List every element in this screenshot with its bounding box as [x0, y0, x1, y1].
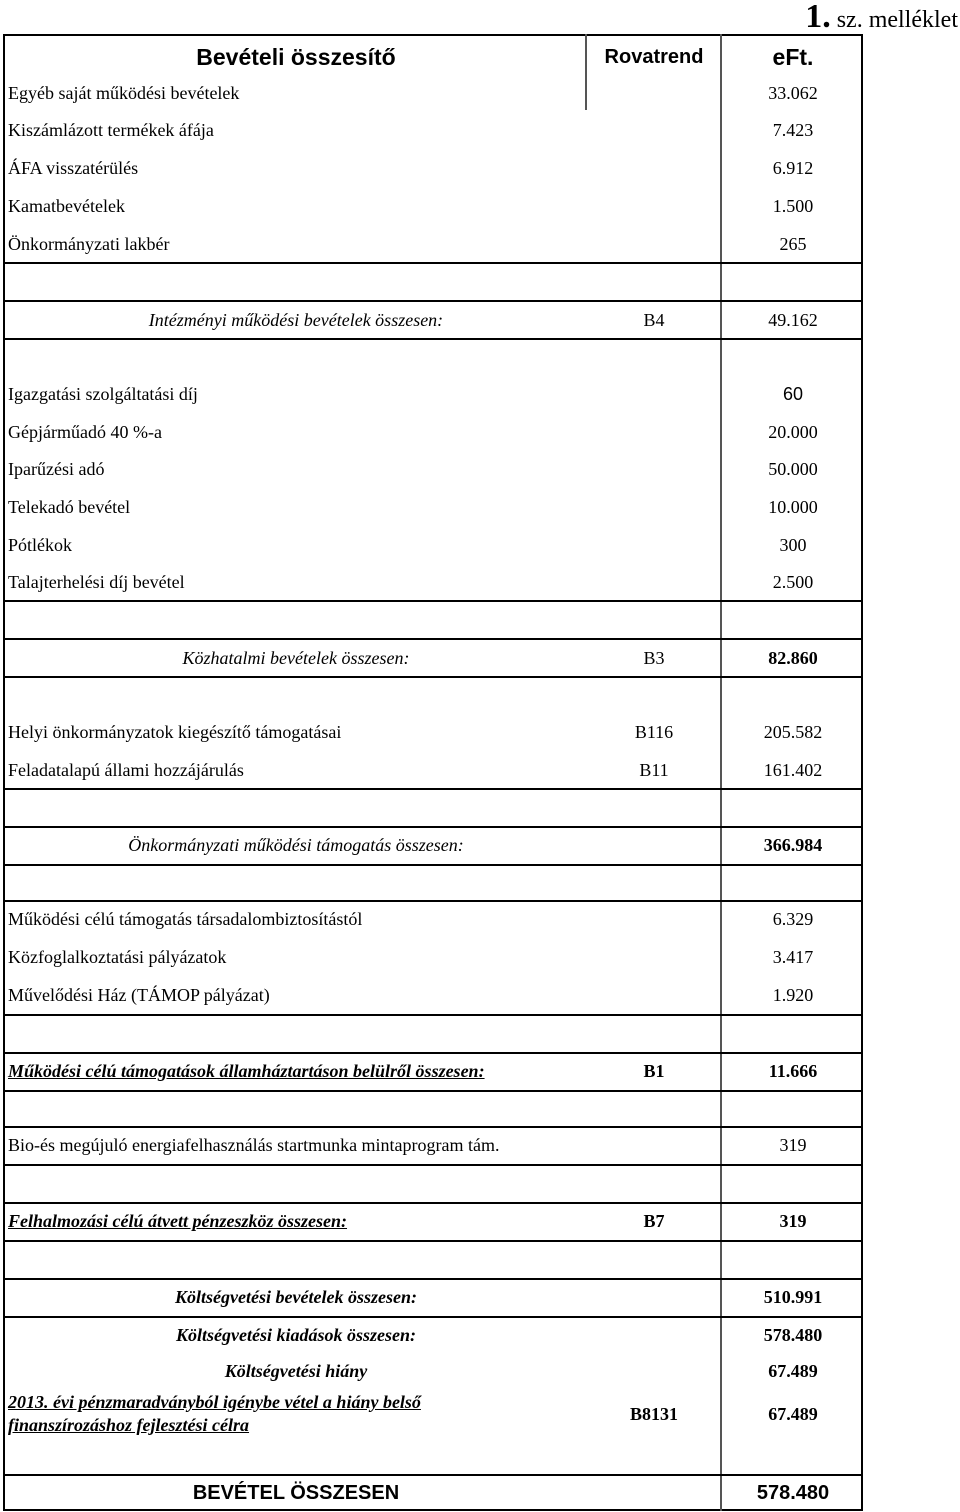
subtotal-code: B7: [643, 1210, 665, 1231]
row-label: Működési célú támogatás társadalombiztosítástól: [8, 908, 363, 929]
grand-total-row: [3, 1476, 863, 1511]
row-label: Egyéb saját működési bevételek: [8, 82, 240, 103]
row-value: 6.912: [772, 157, 814, 178]
table-row: [3, 450, 863, 488]
table-row: [3, 713, 863, 751]
row-value: 20.000: [768, 421, 818, 442]
row-value: 1.920: [772, 984, 814, 1005]
row-separator: [3, 1164, 863, 1166]
subtotal-code: B1: [643, 1060, 665, 1081]
row-label: Pótlékok: [8, 534, 73, 555]
row-label: Bio-és megújuló energiafelhasználás startmunka mintaprogram tám.: [8, 1134, 500, 1155]
summary-income-label: Költségvetési bevételek összesen:: [175, 1286, 417, 1307]
table-row: [3, 488, 863, 526]
row-label: Helyi önkormányzatok kiegészítő támogatásai: [8, 721, 342, 742]
table-row: [3, 149, 863, 187]
row-separator: [3, 1014, 863, 1016]
row-separator: [3, 1090, 863, 1092]
subtotal-row: [3, 1202, 863, 1240]
summary-row: [3, 1352, 863, 1390]
row-label: ÁFA visszatérülés: [8, 157, 139, 178]
table-title: Bevételi összesítő: [196, 43, 396, 70]
table-row: [3, 751, 863, 789]
row-label: Talajterhelési díj bevétel: [8, 571, 185, 592]
summary-expense-value: 578.480: [763, 1324, 823, 1345]
summary-residue-value: 67.489: [768, 1403, 818, 1424]
annex-text: sz. melléklet: [836, 7, 958, 33]
row-label: Önkormányzati lakbér: [8, 233, 170, 254]
subtotal-value: 49.162: [768, 309, 818, 330]
summary-deficit-label: Költségvetési hiány: [224, 1360, 368, 1381]
annex-label: [805, 0, 958, 37]
table-row: [3, 1126, 863, 1164]
subtotal-label: Önkormányzati működési támogatás összesen:: [128, 834, 464, 855]
row-value: 161.402: [763, 759, 823, 780]
row-value: 33.062: [768, 82, 818, 103]
code-column-header: Rovatrend: [604, 45, 704, 68]
row-value: 3.417: [772, 946, 814, 967]
subtotal-row: [3, 301, 863, 339]
row-label: Feladatalapú állami hozzájárulás: [8, 759, 244, 780]
subtotal-value: 366.984: [763, 834, 823, 855]
row-separator: [3, 864, 863, 866]
row-label: Gépjárműadó 40 %-a: [8, 421, 162, 442]
row-value: 2.500: [772, 571, 814, 592]
subtotal-label: Felhalmozási célú átvett pénzeszköz összesen:: [8, 1210, 348, 1231]
grand-total-label: BEVÉTEL ÖSSZESEN: [192, 1482, 400, 1504]
unit-column-header: eFt.: [772, 43, 814, 70]
summary-residue-label: 2013. évi pénzmaradványból igénybe vétel a hiány belső finanszírozáshoz fejlesztési célra: [8, 1392, 421, 1435]
table-row: [3, 900, 863, 938]
table-row: [3, 563, 863, 601]
row-value: 60: [782, 383, 804, 404]
row-separator: [3, 1240, 863, 1242]
row-label: Közfoglalkoztatási pályázatok: [8, 946, 227, 967]
summary-residue-code: B8131: [629, 1403, 678, 1424]
summary-expense-label: Költségvetési kiadások összesen:: [176, 1324, 416, 1345]
table-header: [3, 38, 863, 76]
subtotal-value: 11.666: [768, 1060, 818, 1081]
subtotal-row: [3, 639, 863, 677]
row-value: 205.582: [763, 721, 823, 742]
row-label: Kiszámlázott termékek áfája: [8, 119, 214, 140]
row-label: Iparűzési adó: [8, 458, 105, 479]
table-row: [3, 225, 863, 263]
row-label: Művelődési Ház (TÁMOP pályázat): [8, 984, 270, 1005]
table-row: [3, 74, 863, 112]
row-label: Telekadó bevétel: [8, 496, 131, 517]
table-row: [3, 375, 863, 413]
table-row: [3, 187, 863, 225]
subtotal-value: 82.860: [768, 647, 818, 668]
summary-row: [3, 1316, 863, 1354]
subtotal-label: Közhatalmi bevételek összesen:: [182, 647, 410, 668]
summary-row: [3, 1389, 863, 1439]
grand-total-value: 578.480: [756, 1482, 830, 1504]
summary-deficit-value: 67.489: [768, 1360, 818, 1381]
subtotal-label: Működési célú támogatások államháztartáson belülről összesen:: [8, 1060, 485, 1081]
table-row: [3, 976, 863, 1014]
row-value: 50.000: [768, 458, 818, 479]
row-value: 1.500: [772, 195, 814, 216]
annex-number: 1.: [805, 0, 831, 35]
row-value: 6.329: [772, 908, 814, 929]
row-label: Kamatbevételek: [8, 195, 125, 216]
table-row: [3, 111, 863, 149]
row-code: B11: [639, 759, 669, 780]
subtotal-row: [3, 826, 863, 864]
summary-income-value: 510.991: [763, 1286, 823, 1307]
table-row: [3, 413, 863, 451]
row-value: 7.423: [772, 119, 814, 140]
row-value: 319: [779, 1134, 807, 1155]
row-label: Igazgatási szolgáltatási díj: [8, 383, 198, 404]
table-row: [3, 938, 863, 976]
row-code: B116: [634, 721, 674, 742]
subtotal-row: [3, 1052, 863, 1090]
summary-row: [3, 1278, 863, 1316]
row-value: 10.000: [768, 496, 818, 517]
row-value: 300: [779, 534, 807, 555]
subtotal-label: Intézményi működési bevételek összesen:: [148, 309, 444, 330]
subtotal-code: B4: [643, 309, 665, 330]
subtotal-value: 319: [779, 1210, 807, 1231]
table-row: [3, 526, 863, 564]
subtotal-code: B3: [643, 647, 665, 668]
row-value: 265: [779, 233, 807, 254]
